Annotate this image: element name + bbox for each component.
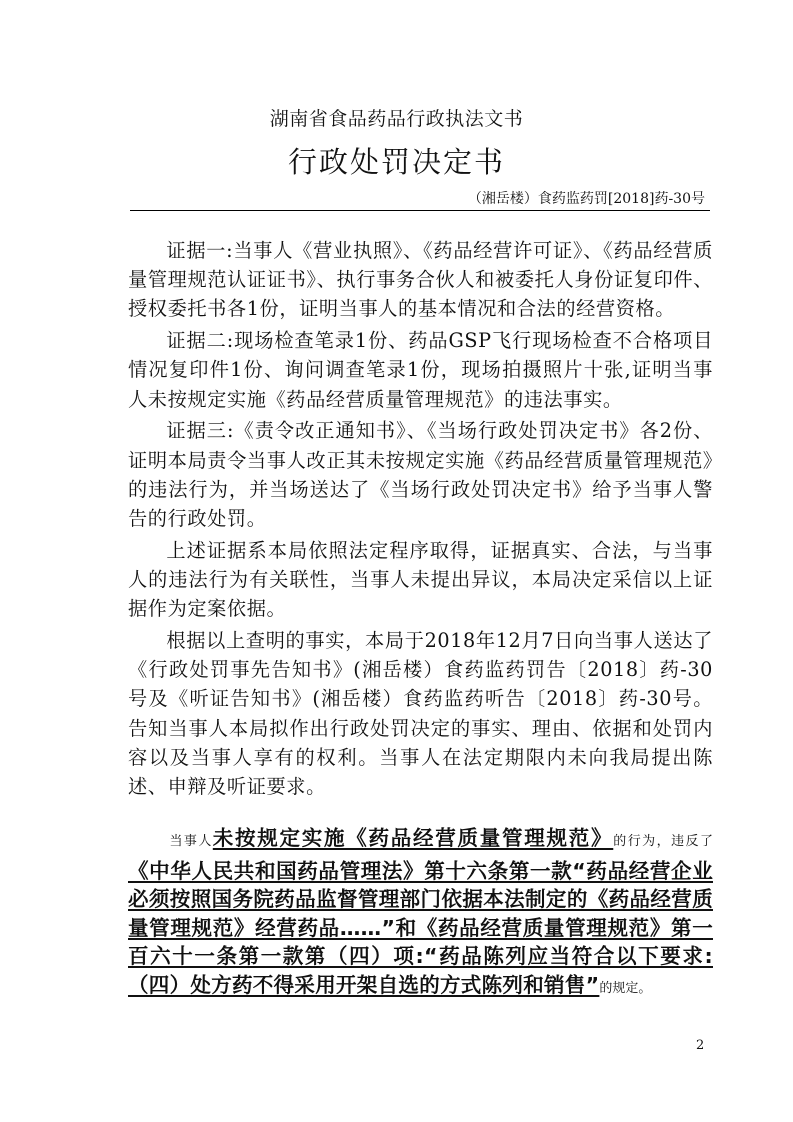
document-title: 行政处罚决定书 <box>287 145 505 179</box>
evidence-paragraph-2: 证据二:现场检查笔录1份、药品GSP飞行现场检查不合格项目情况复印件1份、询问调查笔录1份，现场拍摄照片十张,证明当事人未按规定实施《药品经营质量管理规范》的违法事实。 <box>128 329 713 411</box>
law-citation: 《中华人民共和国药品管理法》第十六条第一款“药品经营企业必须按照国务院药品监督管理部门依据本法制定的《药品经营质量管理规范》经营药品……”和《药品经营质量管理规范》第一百六十一条第一款第（四）项:“药品陈列应当符合以下要求:（四）处方药不得采用开架自选的方式陈列和销售” <box>128 858 713 997</box>
evidence-paragraph-1: 证据一:当事人《营业执照》、《药品经营许可证》、《药品经营质量管理规范认证证书》、执行事务合伙人和被委托人身份证复印件、授权委托书各1份，证明当事人的基本情况和合法的经营资格。 <box>128 239 713 321</box>
violation-text: 未按规定实施《药品经营质量管理规范》 <box>212 826 614 850</box>
conclusion-suffix: 的规定。 <box>599 980 652 996</box>
document-header-org: 湖南省食品药品行政执法文书 <box>269 108 524 130</box>
notice-paragraph: 根据以上查明的事实，本局于2018年12月7日向当事人送达了《行政处罚事先告知书》(湘岳楼）食药监药罚告〔2018〕药-30号及《听证告知书》(湘岳楼）食药监药听告〔2018〕药-30号。告知当事人本局拟作出行政处罚决定的事实、理由、依据和处罚内容以及当事人享有的权利。当事人在法定期限内未向我局提出陈述、申辩及听证要求。 <box>128 629 713 799</box>
evidence-summary-paragraph: 上述证据系本局依照法定程序取得，证据真实、合法，与当事人的违法行为有关联性，当事人未提出异议，本局决定采信以上证据作为定案依据。 <box>128 538 713 621</box>
evidence-paragraph-3: 证据三:《责令改正通知书》、《当场行政处罚决定书》各2份、证明本局责令当事人改正其未按规定实施《药品经营质量管理规范》的违法行为，并当场送达了《当场行政处罚决定书》给予当事人警告的行政处罚。 <box>128 419 713 531</box>
conclusion-prefix: 当事人 <box>168 834 213 849</box>
document-number: （湘岳楼）食药监药罚[2018]药-30号 <box>467 191 705 207</box>
violation-conclusion <box>128 824 713 1003</box>
header-divider <box>130 210 710 211</box>
document-body <box>128 236 713 804</box>
conclusion-middle: 的行为，违反了 <box>613 834 713 849</box>
page-number: 2 <box>696 1038 705 1053</box>
